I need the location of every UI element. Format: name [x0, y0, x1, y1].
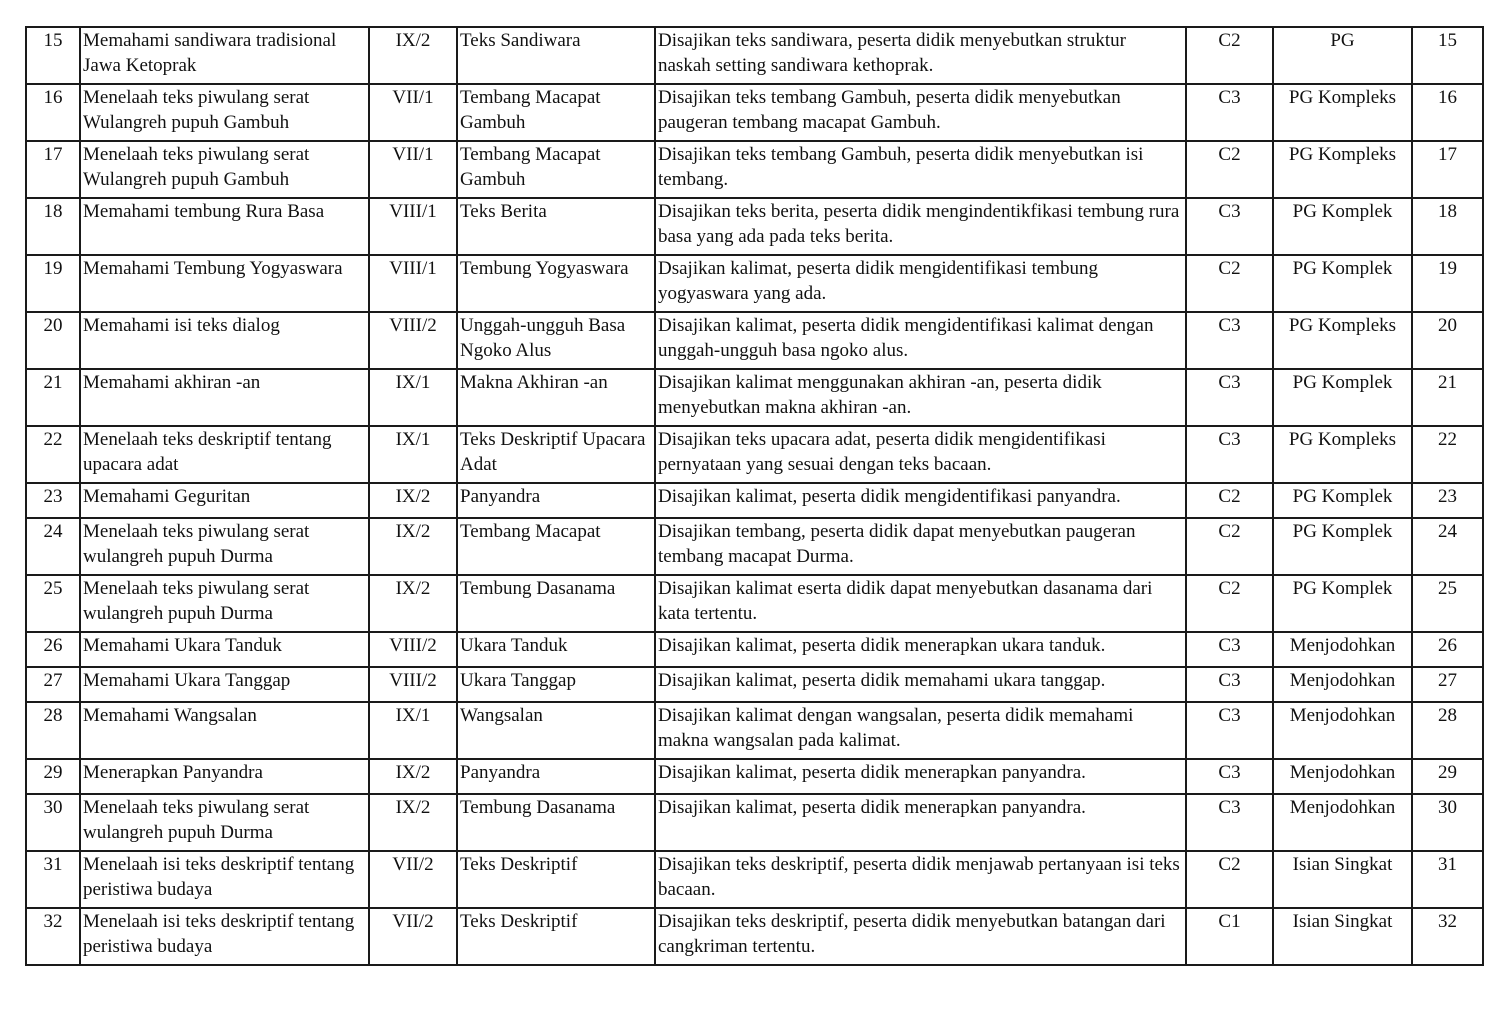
cell-bentuk-soal: Menjodohkan: [1273, 794, 1412, 851]
table-row: [26, 312, 1483, 369]
cell-kelas-semester: VIII/2: [369, 632, 457, 667]
cell-nomor-soal: 27: [1412, 667, 1483, 702]
cell-kompetensi: Memahami Geguritan: [80, 483, 369, 518]
cell-nomor-soal: 23: [1412, 483, 1483, 518]
cell-bentuk-soal: PG Komplek: [1273, 369, 1412, 426]
cell-kompetensi: Memahami sandiwara tradisional Jawa Ketoprak: [80, 27, 369, 84]
cell-level: C3: [1186, 369, 1273, 426]
cell-level: C2: [1186, 851, 1273, 908]
cell-kompetensi: Memahami Ukara Tanggap: [80, 667, 369, 702]
cell-number: 18: [26, 198, 80, 255]
cell-nomor-soal: 25: [1412, 575, 1483, 632]
cell-nomor-soal: 26: [1412, 632, 1483, 667]
cell-bentuk-soal: PG Kompleks: [1273, 312, 1412, 369]
cell-level: C2: [1186, 27, 1273, 84]
table-row: [26, 483, 1483, 518]
cell-bentuk-soal: Menjodohkan: [1273, 759, 1412, 794]
cell-bentuk-soal: PG Komplek: [1273, 483, 1412, 518]
cell-number: 20: [26, 312, 80, 369]
cell-materi: Teks Deskriptif Upacara Adat: [457, 426, 655, 483]
cell-number: 24: [26, 518, 80, 575]
cell-kelas-semester: VII/1: [369, 84, 457, 141]
cell-kelas-semester: IX/1: [369, 426, 457, 483]
cell-kompetensi: Memahami Tembung Yogyaswara: [80, 255, 369, 312]
cell-indikator: Disajikan teks berita, peserta didik mengindentikfikasi tembung rura basa yang ada pada teks berita.: [655, 198, 1186, 255]
cell-kompetensi: Memahami isi teks dialog: [80, 312, 369, 369]
cell-level: C3: [1186, 198, 1273, 255]
cell-materi: Tembung Dasanama: [457, 575, 655, 632]
cell-kompetensi: Menelaah teks piwulang serat wulangreh pupuh Durma: [80, 575, 369, 632]
table-row: [26, 794, 1483, 851]
cell-kelas-semester: IX/2: [369, 518, 457, 575]
cell-nomor-soal: 32: [1412, 908, 1483, 965]
cell-nomor-soal: 21: [1412, 369, 1483, 426]
cell-indikator: Disajikan teks sandiwara, peserta didik menyebutkan struktur naskah setting sandiwara kethoprak.: [655, 27, 1186, 84]
cell-bentuk-soal: Isian Singkat: [1273, 908, 1412, 965]
cell-kompetensi: Menelaah isi teks deskriptif tentang peristiwa budaya: [80, 851, 369, 908]
cell-kompetensi: Menelaah isi teks deskriptif tentang peristiwa budaya: [80, 908, 369, 965]
cell-nomor-soal: 15: [1412, 27, 1483, 84]
table-row: [26, 84, 1483, 141]
cell-number: 17: [26, 141, 80, 198]
cell-materi: Panyandra: [457, 483, 655, 518]
cell-indikator: Disajikan kalimat, peserta didik mengidentifikasi kalimat dengan unggah-ungguh basa ngoko alus.: [655, 312, 1186, 369]
cell-nomor-soal: 18: [1412, 198, 1483, 255]
cell-kelas-semester: IX/2: [369, 759, 457, 794]
cell-indikator: Disajikan kalimat dengan wangsalan, peserta didik memahami makna wangsalan pada kalimat.: [655, 702, 1186, 759]
cell-number: 25: [26, 575, 80, 632]
table-row: [26, 255, 1483, 312]
cell-indikator: Disajikan teks upacara adat, peserta didik mengidentifikasi pernyataan yang sesuai dengan teks bacaan.: [655, 426, 1186, 483]
cell-level: C2: [1186, 255, 1273, 312]
cell-number: 32: [26, 908, 80, 965]
cell-nomor-soal: 16: [1412, 84, 1483, 141]
cell-indikator: Disajikan kalimat eserta didik dapat menyebutkan dasanama dari kata tertentu.: [655, 575, 1186, 632]
cell-kompetensi: Menelaah teks piwulang serat Wulangreh pupuh Gambuh: [80, 84, 369, 141]
cell-number: 27: [26, 667, 80, 702]
cell-bentuk-soal: PG Komplek: [1273, 255, 1412, 312]
table-row: [26, 369, 1483, 426]
cell-kelas-semester: VIII/2: [369, 312, 457, 369]
cell-level: C2: [1186, 518, 1273, 575]
cell-level: C2: [1186, 575, 1273, 632]
cell-number: 19: [26, 255, 80, 312]
kisi-kisi-table: [25, 26, 1484, 966]
cell-nomor-soal: 28: [1412, 702, 1483, 759]
cell-level: C3: [1186, 426, 1273, 483]
cell-bentuk-soal: PG Kompleks: [1273, 84, 1412, 141]
cell-kompetensi: Menelaah teks piwulang serat wulangreh pupuh Durma: [80, 518, 369, 575]
cell-kelas-semester: VII/2: [369, 908, 457, 965]
cell-kompetensi: Memahami Wangsalan: [80, 702, 369, 759]
cell-kelas-semester: IX/1: [369, 369, 457, 426]
cell-kelas-semester: IX/2: [369, 27, 457, 84]
cell-materi: Panyandra: [457, 759, 655, 794]
cell-number: 16: [26, 84, 80, 141]
cell-indikator: Disajikan tembang, peserta didik dapat menyebutkan paugeran tembang macapat Durma.: [655, 518, 1186, 575]
cell-kelas-semester: VIII/2: [369, 667, 457, 702]
cell-materi: Ukara Tanduk: [457, 632, 655, 667]
cell-kompetensi: Menelaah teks piwulang serat Wulangreh pupuh Gambuh: [80, 141, 369, 198]
cell-materi: Tembung Yogyaswara: [457, 255, 655, 312]
table-row: [26, 667, 1483, 702]
cell-indikator: Disajikan kalimat, peserta didik mengidentifikasi panyandra.: [655, 483, 1186, 518]
cell-nomor-soal: 30: [1412, 794, 1483, 851]
cell-indikator: Disajikan kalimat menggunakan akhiran -an, peserta didik menyebutkan makna akhiran -an.: [655, 369, 1186, 426]
cell-level: C3: [1186, 84, 1273, 141]
cell-level: C3: [1186, 312, 1273, 369]
table-row: [26, 851, 1483, 908]
cell-indikator: Disajikan kalimat, peserta didik menerapkan panyandra.: [655, 794, 1186, 851]
cell-bentuk-soal: PG Komplek: [1273, 575, 1412, 632]
cell-number: 29: [26, 759, 80, 794]
table-row: [26, 27, 1483, 84]
cell-level: C3: [1186, 632, 1273, 667]
cell-bentuk-soal: Menjodohkan: [1273, 702, 1412, 759]
cell-materi: Tembung Dasanama: [457, 794, 655, 851]
table-row: [26, 759, 1483, 794]
cell-level: C3: [1186, 794, 1273, 851]
cell-nomor-soal: 19: [1412, 255, 1483, 312]
cell-level: C1: [1186, 908, 1273, 965]
cell-nomor-soal: 20: [1412, 312, 1483, 369]
cell-bentuk-soal: Isian Singkat: [1273, 851, 1412, 908]
cell-bentuk-soal: PG Komplek: [1273, 518, 1412, 575]
cell-kompetensi: Menelaah teks deskriptif tentang upacara adat: [80, 426, 369, 483]
cell-kelas-semester: VII/1: [369, 141, 457, 198]
cell-number: 15: [26, 27, 80, 84]
table-row: [26, 575, 1483, 632]
cell-materi: Tembang Macapat Gambuh: [457, 141, 655, 198]
cell-bentuk-soal: Menjodohkan: [1273, 632, 1412, 667]
cell-kompetensi: Menelaah teks piwulang serat wulangreh pupuh Durma: [80, 794, 369, 851]
cell-kompetensi: Memahami tembung Rura Basa: [80, 198, 369, 255]
cell-materi: Tembang Macapat Gambuh: [457, 84, 655, 141]
cell-materi: Teks Sandiwara: [457, 27, 655, 84]
cell-number: 30: [26, 794, 80, 851]
cell-nomor-soal: 31: [1412, 851, 1483, 908]
cell-materi: Ukara Tanggap: [457, 667, 655, 702]
cell-kelas-semester: VII/2: [369, 851, 457, 908]
cell-number: 23: [26, 483, 80, 518]
cell-materi: Teks Deskriptif: [457, 851, 655, 908]
cell-indikator: Dsajikan kalimat, peserta didik mengidentifikasi tembung yogyaswara yang ada.: [655, 255, 1186, 312]
cell-indikator: Disajikan kalimat, peserta didik menerapkan panyandra.: [655, 759, 1186, 794]
cell-materi: Teks Berita: [457, 198, 655, 255]
table-row: [26, 632, 1483, 667]
cell-level: C2: [1186, 483, 1273, 518]
cell-bentuk-soal: PG Kompleks: [1273, 141, 1412, 198]
cell-level: C3: [1186, 702, 1273, 759]
cell-number: 22: [26, 426, 80, 483]
cell-level: C3: [1186, 759, 1273, 794]
table-row: [26, 198, 1483, 255]
cell-nomor-soal: 22: [1412, 426, 1483, 483]
cell-indikator: Disajikan teks deskriptif, peserta didik menjawab pertanyaan isi teks bacaan.: [655, 851, 1186, 908]
cell-kelas-semester: IX/1: [369, 702, 457, 759]
cell-nomor-soal: 29: [1412, 759, 1483, 794]
cell-kelas-semester: IX/2: [369, 575, 457, 632]
table-row: [26, 141, 1483, 198]
cell-bentuk-soal: PG Komplek: [1273, 198, 1412, 255]
cell-kompetensi: Menerapkan Panyandra: [80, 759, 369, 794]
cell-kelas-semester: VIII/1: [369, 255, 457, 312]
cell-number: 26: [26, 632, 80, 667]
cell-materi: Tembang Macapat: [457, 518, 655, 575]
cell-indikator: Disajikan teks tembang Gambuh, peserta didik menyebutkan paugeran tembang macapat Gambuh.: [655, 84, 1186, 141]
cell-kelas-semester: VIII/1: [369, 198, 457, 255]
cell-number: 28: [26, 702, 80, 759]
cell-kompetensi: Memahami akhiran -an: [80, 369, 369, 426]
table-row: [26, 908, 1483, 965]
cell-materi: Makna Akhiran -an: [457, 369, 655, 426]
cell-level: C3: [1186, 667, 1273, 702]
cell-indikator: Disajikan teks tembang Gambuh, peserta didik menyebutkan isi tembang.: [655, 141, 1186, 198]
table-row: [26, 702, 1483, 759]
cell-bentuk-soal: PG Kompleks: [1273, 426, 1412, 483]
cell-kelas-semester: IX/2: [369, 483, 457, 518]
cell-number: 21: [26, 369, 80, 426]
cell-materi: Teks Deskriptif: [457, 908, 655, 965]
cell-level: C2: [1186, 141, 1273, 198]
cell-bentuk-soal: Menjodohkan: [1273, 667, 1412, 702]
cell-indikator: Disajikan kalimat, peserta didik menerapkan ukara tanduk.: [655, 632, 1186, 667]
cell-materi: Unggah-ungguh Basa Ngoko Alus: [457, 312, 655, 369]
cell-kelas-semester: IX/2: [369, 794, 457, 851]
table-row: [26, 518, 1483, 575]
cell-bentuk-soal: PG: [1273, 27, 1412, 84]
cell-number: 31: [26, 851, 80, 908]
cell-indikator: Disajikan teks deskriptif, peserta didik menyebutkan batangan dari cangkriman tertentu.: [655, 908, 1186, 965]
cell-materi: Wangsalan: [457, 702, 655, 759]
cell-kompetensi: Memahami Ukara Tanduk: [80, 632, 369, 667]
cell-indikator: Disajikan kalimat, peserta didik memahami ukara tanggap.: [655, 667, 1186, 702]
cell-nomor-soal: 24: [1412, 518, 1483, 575]
table-body: [26, 27, 1483, 965]
table-row: [26, 426, 1483, 483]
cell-nomor-soal: 17: [1412, 141, 1483, 198]
